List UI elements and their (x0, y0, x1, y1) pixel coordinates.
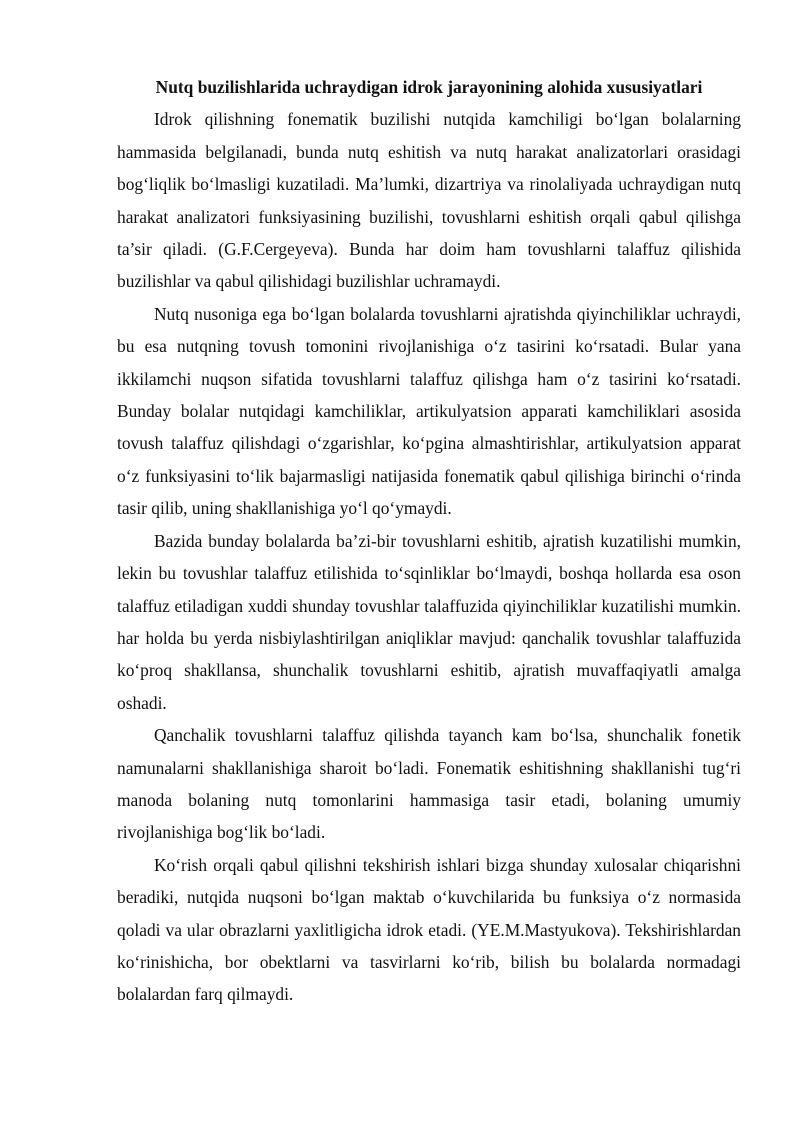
paragraph-2: Nutq nusoniga ega bo‘lgan bolalarda tovushlarni ajratishda qiyinchiliklar uchraydi, bu esa nutqning tovush tomonini rivojlanishiga o‘z tasirini ko‘rsatadi. Bular yana ikkilamchi nuqson sifatida tovushlarni talaffuz qilishga ham o‘z tasirini ko‘rsatadi. Bunday bolalar nutqidagi kamchiliklar, artikulyatsion apparati kamchiliklari asosida tovush talaffuz qilishdagi o‘zgarishlar, ko‘pgina almashtirishlar, artikulyatsion apparat o‘z funksiyasini to‘lik bajarmasligi natijasida fonematik qabul qilishiga birinchi o‘rinda tasir qilib, uning shakllanishiga yo‘l qo‘ymaydi. (117, 303, 741, 519)
paragraph-4: Qanchalik tovushlarni talaffuz qilishda tayanch kam bo‘lsa, shunchalik fonetik namunalarni shakllanishiga sharoit bo‘ladi. Fonematik eshitishning shakllanishi tug‘ri manoda bolaning nutq tomonlarini hammasiga tasir etadi, bolaning umumiy rivojlanishiga bog‘lik bo‘ladi. (117, 725, 741, 843)
document-page (117, 71, 741, 1011)
document-title: Nutq buzilishlarida uchraydigan idrok jarayonining alohida xususiyatlari (155, 77, 703, 97)
paragraph-1: Idrok qilishning fonematik buzilishi nutqida kamchiligi bo‘lgan bolalarning hammasida belgilanadi, bunda nutq eshitish va nutq harakat analizatorlari orasidagi bog‘liqlik bo‘lmasligi kuzatiladi. Ma’lumki, dizartriya va rinolaliyada uchraydigan nutq harakat analizatori funksiyasining buzilishi, tovushlarni eshitish orqali qabul qilishga ta’sir qiladi. (G.F.Cergeyeva). Bunda har doim ham tovushlarni talaffuz qilishida buzilishlar va qabul qilishidagi buzilishlar uchramaydi. (117, 109, 741, 292)
paragraph-3: Bazida bunday bolalarda ba’zi-bir tovushlarni eshitib, ajratish kuzatilishi mumkin, lekin bu tovushlar talaffuz etilishida to‘sqinliklar bo‘lmaydi, boshqa hollarda esa oson talaffuz etiladigan xuddi shunday tovushlar talaffuzida qiyinchiliklar kuzatilishi mumkin. har holda bu yerda nisbiylashtirilgan aniqliklar mavjud: qanchalik tovushlar talaffuzida ko‘proq shakllansa, shunchalik tovushlarni eshitib, ajratish muvaffaqiyatli amalga oshadi. (117, 530, 741, 713)
paragraph-5: Ko‘rish orqali qabul qilishni tekshirish ishlari bizga shunday xulosalar chiqarishni beradiki, nutqida nuqsoni bo‘lgan maktab o‘kuvchilarida bu funksiya o‘z normasida qoladi va ular obrazlarni yaxlitligicha idrok etadi. (YE.M.Mastyukova). Tekshirishlardan ko‘rinishicha, bor obektlarni va tasvirlarni ko‘rib, bilish bu bolalarda normadagi bolalardan farq qilmaydi. (117, 854, 741, 1005)
